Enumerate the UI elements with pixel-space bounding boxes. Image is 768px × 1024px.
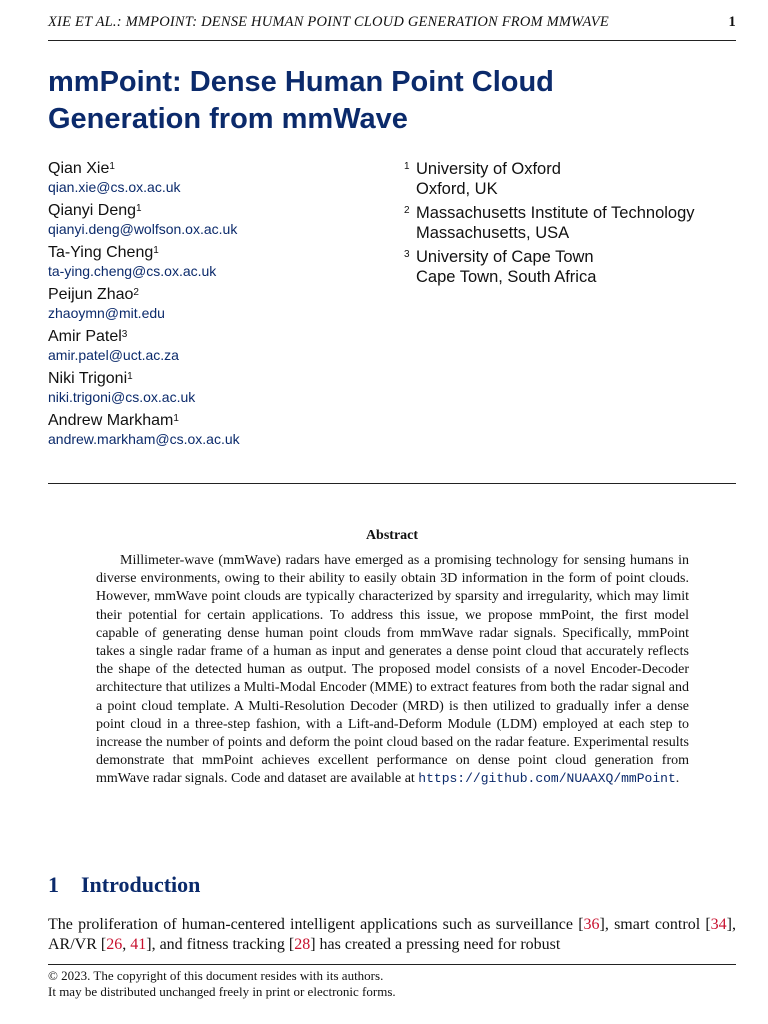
- affiliation-list: [404, 159, 744, 291]
- page-number: 1: [728, 14, 736, 30]
- author-email-link[interactable]: qianyi.deng@wolfson.ox.ac.uk: [48, 221, 238, 237]
- copyright-footer: [48, 968, 396, 1000]
- affiliation: [404, 203, 744, 243]
- author-section-divider: [48, 483, 736, 484]
- abstract-heading: Abstract: [365, 528, 419, 543]
- affiliation-location: Cape Town, South Africa: [416, 268, 597, 286]
- intro-text: ], AR/VR [: [48, 916, 736, 953]
- citation-link[interactable]: 36: [583, 916, 600, 933]
- author-email-link[interactable]: zhaoymn@mit.edu: [48, 305, 165, 321]
- distribution-line: It may be distributed unchanged freely in print or electronic forms.: [48, 984, 396, 999]
- title-line-2: Generation from mmWave: [48, 103, 408, 135]
- header-divider: [48, 40, 736, 41]
- citation-link[interactable]: 34: [710, 916, 727, 933]
- author: [48, 411, 408, 449]
- author-affiliation-mark: 1: [109, 161, 115, 172]
- author-affiliation-mark: 1: [127, 371, 133, 382]
- abstract-end-punctuation: .: [675, 771, 680, 787]
- footer-divider: [48, 964, 736, 965]
- intro-text: The proliferation of human-centered intelligent applications such as surveillance [: [48, 916, 584, 933]
- author-email-link[interactable]: qian.xie@cs.ox.ac.uk: [48, 179, 181, 195]
- author: [48, 243, 408, 281]
- author-name: Andrew Markham: [48, 412, 174, 429]
- section-heading-introduction: [48, 872, 200, 898]
- author-affiliation-mark: 3: [121, 329, 128, 340]
- copyright-line: © 2023. The copyright of this document resides with its authors.: [48, 968, 384, 983]
- author: [48, 159, 408, 197]
- author-email-link[interactable]: niki.trigoni@cs.ox.ac.uk: [48, 389, 196, 405]
- title-line-1: mmPoint: Dense Human Point Cloud: [48, 66, 554, 98]
- affiliation-number: 3: [404, 249, 410, 260]
- author-list: [48, 159, 408, 453]
- intro-text: ], smart control [: [599, 916, 711, 933]
- section-title: Introduction: [81, 872, 201, 897]
- affiliation: [404, 159, 744, 199]
- affiliation-institution: University of Cape Town: [416, 248, 594, 266]
- author-affiliation-mark: 2: [133, 287, 139, 298]
- abstract-body: Millimeter-wave (mmWave) radars have emerged as a promising technology for sensing humans in diverse environments, owing to their ability to easily obtain 3D information in the form of point clouds. However, mmWave point clouds are typically characterized by sparsity and irregularity, which may limit their potential for certain applications. To address this issue, we propose mmPoint, the first model capable of generating dense human point clouds from mmWave radar signals. Specifically, mmPoint takes a single radar frame of a human as input and generates a dense point cloud that accurately reflects the shape of the detected human as output. The proposed model consists of a novel Encoder-Decoder architecture that utilizes a Multi-Modal Encoder (MME) to extract features from both the radar signal and a point cloud template. A Multi-Resolution Decoder (MRD) is then utilized to gradually infer a dense point cloud in a three-step fashion, with a Lift-and-Deform Module (LDM) employed at each step to increase the number of points and deform the point cloud based on the radar feature. Experimental results demonstrate that mmPoint achieves excellent performance on dense point cloud generation from mmWave radar signals. Code and dataset are available at: [96, 553, 689, 787]
- author-email-link[interactable]: ta-ying.cheng@cs.ox.ac.uk: [48, 263, 217, 279]
- running-header: [48, 14, 736, 37]
- section-number: 1: [48, 872, 59, 897]
- citation-link[interactable]: 41: [130, 936, 147, 953]
- intro-text: ,: [122, 936, 131, 953]
- author-affiliation-mark: 1: [136, 203, 142, 214]
- author-name: Ta-Ying Cheng: [48, 244, 154, 261]
- introduction-paragraph: [48, 915, 736, 955]
- intro-text: ] has created a pressing need for robust: [310, 936, 561, 953]
- author-email-link[interactable]: amir.patel@uct.ac.za: [48, 347, 179, 363]
- affiliation-location: Massachusetts, USA: [416, 224, 570, 242]
- author: [48, 201, 408, 239]
- author-name: Qianyi Deng: [48, 202, 137, 219]
- affiliation-number: 2: [404, 205, 410, 216]
- author-affiliation-mark: 1: [173, 413, 179, 424]
- abstract-text: [96, 552, 689, 789]
- author: [48, 285, 408, 323]
- affiliation-institution: Massachusetts Institute of Technology: [416, 204, 695, 222]
- affiliation-location: Oxford, UK: [416, 180, 498, 198]
- author-affiliation-mark: 1: [153, 245, 159, 256]
- author: [48, 327, 408, 365]
- affiliation: [404, 247, 744, 287]
- author-name: Peijun Zhao: [48, 286, 134, 303]
- affiliation-institution: University of Oxford: [416, 160, 561, 178]
- citation-link[interactable]: 28: [294, 936, 311, 953]
- paper-title: [48, 64, 728, 138]
- running-title: XIE ET AL.: MMPOINT: DENSE HUMAN POINT CLOUD GENERATION FROM MMWAVE: [48, 14, 609, 30]
- intro-text: ], and fitness tracking [: [146, 936, 295, 953]
- code-repository-link[interactable]: https://github.com/NUAAXQ/mmPoint: [418, 771, 676, 787]
- author-name: Niki Trigoni: [48, 370, 128, 387]
- author: [48, 369, 408, 407]
- citation-link[interactable]: 26: [106, 936, 123, 953]
- affiliation-number: 1: [404, 161, 410, 172]
- author-email-link[interactable]: andrew.markham@cs.ox.ac.uk: [48, 431, 240, 447]
- author-name: Amir Patel: [48, 328, 122, 345]
- author-name: Qian Xie: [48, 160, 110, 177]
